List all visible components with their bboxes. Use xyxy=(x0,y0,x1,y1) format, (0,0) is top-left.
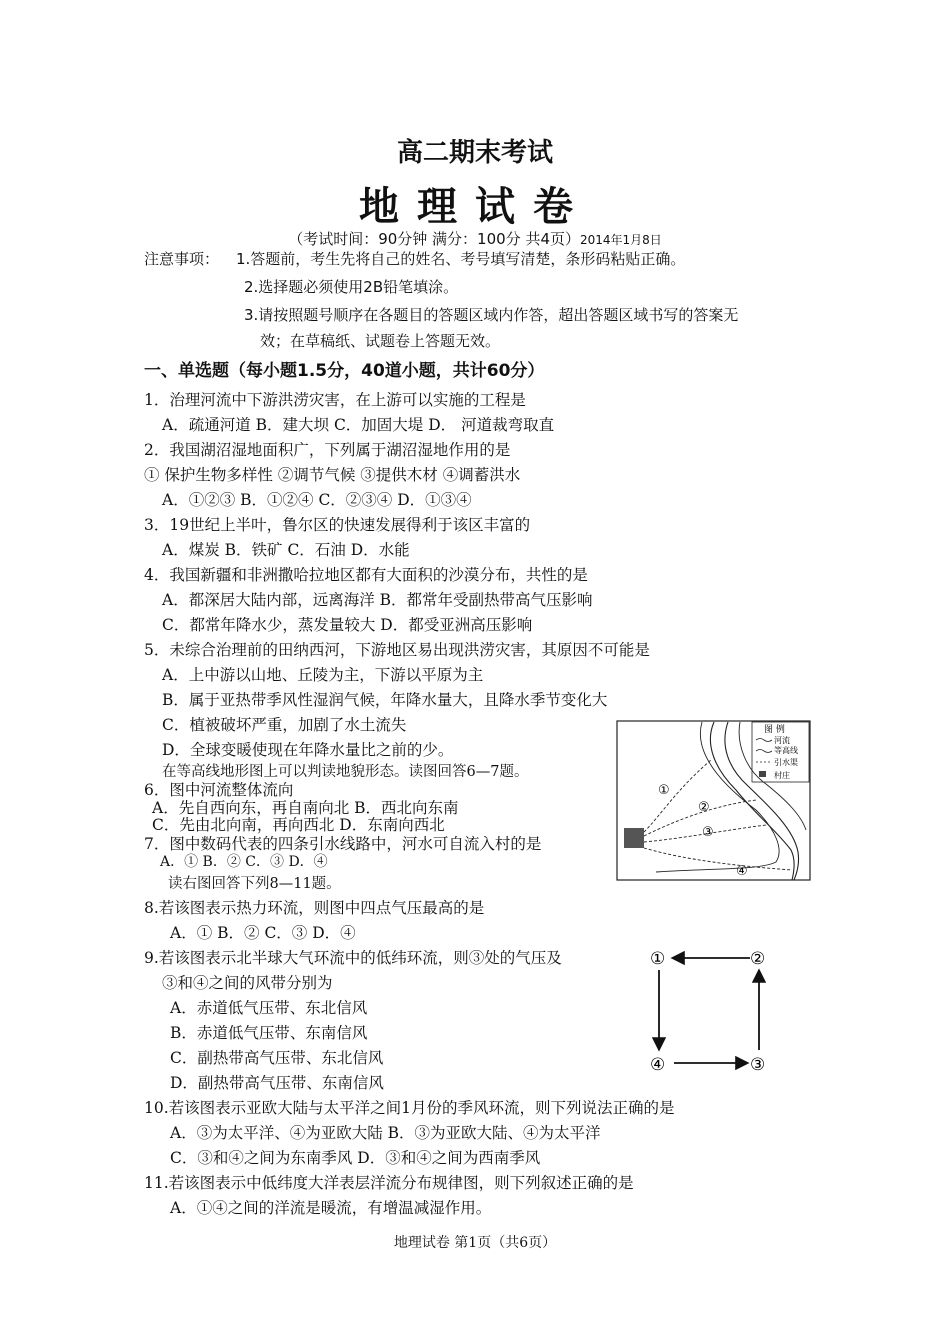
notice-item-3-cont: 效；在草稿纸、试题卷上答题无效。 xyxy=(260,332,501,350)
question-line: 7．图中数码代表的四条引水线路中，河水可自流入村的是 xyxy=(144,835,542,853)
question-line: A．① B．② C．③ D．④ xyxy=(170,924,356,942)
village-marker xyxy=(624,828,644,848)
question-line: 4．我国新疆和非洲撒哈拉地区都有大面积的沙漠分布，共性的是 xyxy=(144,566,588,584)
route-label-4: ④ xyxy=(736,864,748,879)
question-line: A．①②③ B．①②④ C．②③④ D．①③④ xyxy=(162,491,472,509)
question-line: B．属于亚热带季风性湿润气候，年降水量大，且降水季节变化大 xyxy=(162,691,608,709)
question-line: A．上中游以山地、丘陵为主，下游以平原为主 xyxy=(162,666,484,684)
question-line: 2．我国湖沼湿地面积广，下列属于湖沼湿地作用的是 xyxy=(144,441,511,459)
node-4-label: ④ xyxy=(650,1055,666,1075)
question-line: B．赤道低气压带、东南信风 xyxy=(170,1024,368,1042)
exam-info-text: （考试时间：90分钟 满分：100分 共4页） xyxy=(288,230,580,248)
question-line: C．植被破坏严重，加剧了水土流失 xyxy=(162,716,407,734)
section-heading: 一、单选题（每小题1.5分，40道小题，共计60分） xyxy=(144,361,545,381)
map-legend-title: 图 例 xyxy=(764,725,785,735)
route-label-1: ① xyxy=(658,783,670,798)
route-label-2: ② xyxy=(698,800,710,815)
question-line: 在等高线地形图上可以判读地貌形态。读图回答6—7题。 xyxy=(162,764,529,780)
question-line: ① 保护生物多样性 ②调节气候 ③提供木材 ④调蓄洪水 xyxy=(144,466,521,484)
question-line: A．疏通河道 B．建大坝 C．加固大堤 D． 河道裁弯取直 xyxy=(162,416,555,434)
question-line: 11.若该图表示中低纬度大洋表层洋流分布规律图，则下列叙述正确的是 xyxy=(144,1174,634,1192)
question-line: D．副热带高气压带、东南信风 xyxy=(170,1074,384,1092)
notice-label: 注意事项： xyxy=(144,250,220,268)
question-line: C．③和④之间为东南季风 D．③和④之间为西南季风 xyxy=(170,1149,541,1167)
question-line: 5．未综合治理前的田纳西河，下游地区易出现洪涝灾害，其原因不可能是 xyxy=(144,641,650,659)
route-label-3: ③ xyxy=(702,825,714,840)
subject-title: 地理试卷 xyxy=(359,184,591,230)
notice-item-1: 1.答题前，考生先将自己的姓名、考号填写清楚，条形码粘贴正确。 xyxy=(236,250,686,268)
question-line: 3．19世纪上半叶，鲁尔区的快速发展得利于该区丰富的 xyxy=(144,516,531,534)
circulation-diagram xyxy=(646,946,776,1076)
legend-canal-label: 引水渠 xyxy=(774,758,798,767)
question-line: A．③为太平洋、④为亚欧大陆 B．③为亚欧大陆、④为太平洋 xyxy=(170,1124,601,1142)
exam-title: 高二期末考试 xyxy=(396,138,553,168)
question-line: A．① B．② C．③ D．④ xyxy=(160,854,328,870)
question-line: C．都常年降水少，蒸发量较大 D．都受亚洲高压影响 xyxy=(162,616,533,634)
node-2-label: ② xyxy=(750,949,766,969)
question-line: A．先自西向东，再自南向北 B．西北向东南 xyxy=(152,799,459,817)
question-line: 6．图中河流整体流向 xyxy=(144,781,294,799)
legend-village-label: 村庄 xyxy=(774,771,790,780)
node-1-label: ① xyxy=(650,949,666,969)
notice-item-3: 3.请按照题号顺序在各题目的答题区域内作答，超出答题区域书写的答案无 xyxy=(244,306,739,324)
contour-map-figure xyxy=(616,720,812,882)
question-line: 1．治理河流中下游洪涝灾害，在上游可以实施的工程是 xyxy=(144,391,526,409)
exam-date: 2014年1月8日 xyxy=(580,233,662,247)
notice-item-2: 2.选择题必须使用2B铅笔填涂。 xyxy=(244,278,459,296)
question-line: 9.若该图表示北半球大气环流中的低纬环流，则③处的气压及 xyxy=(144,949,562,967)
exam-info xyxy=(0,228,950,249)
question-line: C．先由北向南，再向西北 D．东南向西北 xyxy=(152,816,445,834)
question-line: A．煤炭 B．铁矿 C．石油 D．水能 xyxy=(162,541,410,559)
question-line: 读右图回答下列8—11题。 xyxy=(168,876,341,892)
legend-village-icon xyxy=(759,771,766,777)
question-line: ③和④之间的风带分别为 xyxy=(162,974,333,992)
question-line: D．全球变暖使现在年降水量比之前的少。 xyxy=(162,741,454,759)
question-line: 8.若该图表示热力环流，则图中四点气压最高的是 xyxy=(144,899,485,917)
page-footer: 地理试卷 第1页（共6页） xyxy=(393,1235,557,1251)
question-line: A．①④之间的洋流是暖流，有增温减湿作用。 xyxy=(170,1199,492,1217)
node-3-label: ③ xyxy=(750,1055,766,1075)
question-line: A．都深居大陆内部，远离海洋 B．都常年受副热带高气压影响 xyxy=(162,591,593,609)
question-line: 10.若该图表示亚欧大陆与太平洋之间1月份的季风环流，则下列说法正确的是 xyxy=(144,1099,675,1117)
question-line: A．赤道低气压带、东北信风 xyxy=(170,999,368,1017)
legend-river-label: 河流 xyxy=(774,736,790,745)
question-line: C．副热带高气压带、东北信风 xyxy=(170,1049,384,1067)
legend-contour-label: 等高线 xyxy=(774,746,798,755)
